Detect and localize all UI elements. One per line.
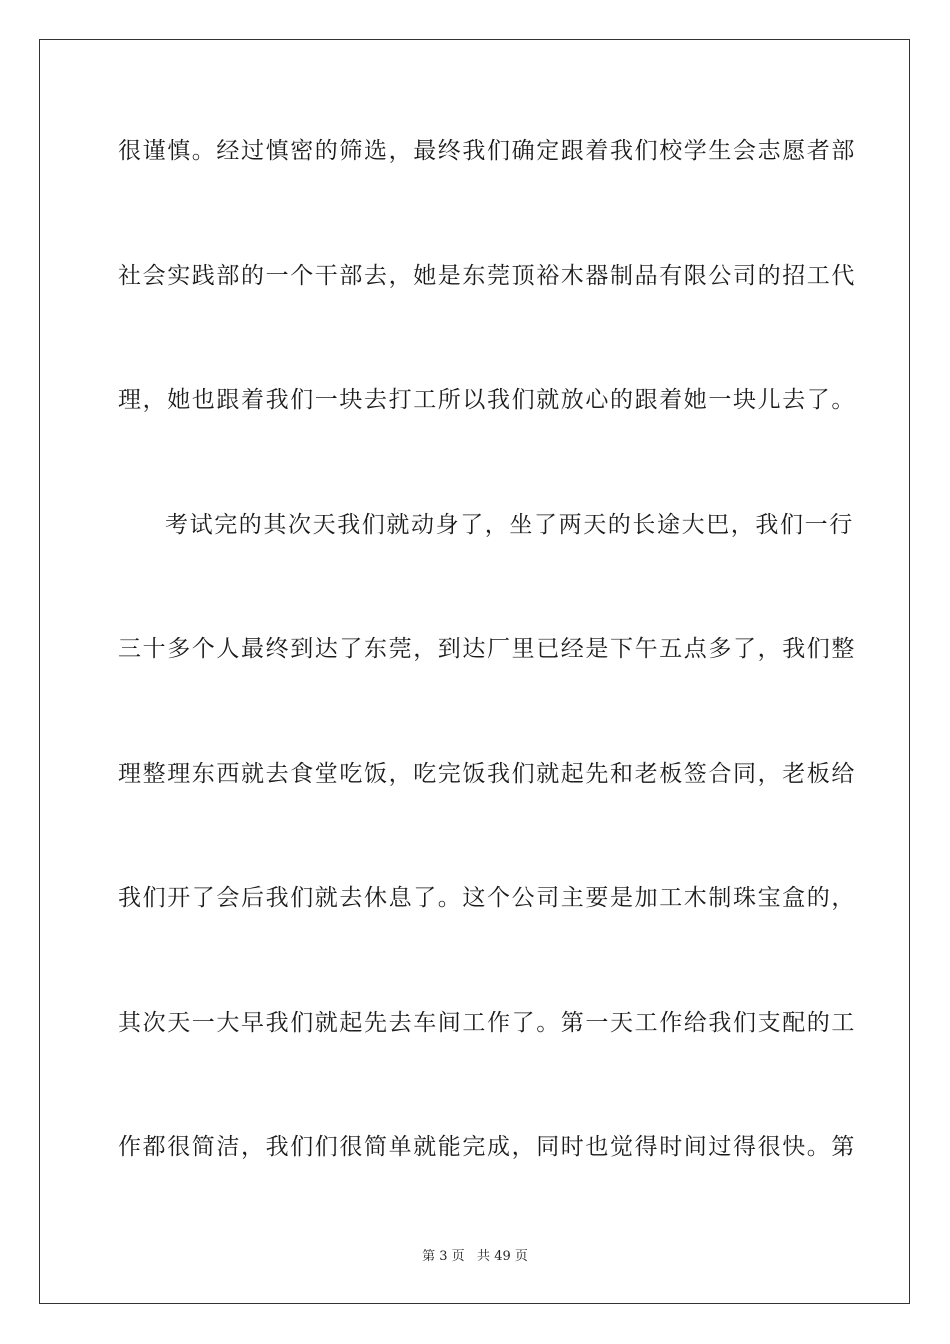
page-number-footer: 第 3 页 共 49 页 <box>422 1249 528 1264</box>
text-line-3: 理，她也跟着我们一块去打工所以我们就放心的跟着她一块儿去了。 <box>118 387 856 413</box>
text-line-6: 理整理东西就去食堂吃饭，吃完饭我们就起先和老板签合同，老板给 <box>118 761 856 787</box>
text-line-4-paragraph-start: 考试完的其次天我们就动身了，坐了两天的长途大巴，我们一行 <box>165 512 854 538</box>
text-line-2: 社会实践部的一个干部去，她是东莞顶裕木器制品有限公司的招工代 <box>118 263 856 289</box>
page-border <box>39 39 910 1304</box>
text-line-1: 很谨慎。经过慎密的筛选，最终我们确定跟着我们校学生会志愿者部 <box>118 138 856 164</box>
text-line-7: 我们开了会后我们就去休息了。这个公司主要是加工木制珠宝盒的， <box>118 885 856 911</box>
text-line-8: 其次天一大早我们就起先去车间工作了。第一天工作给我们支配的工 <box>118 1010 856 1036</box>
text-line-5: 三十多个人最终到达了东莞，到达厂里已经是下午五点多了，我们整 <box>118 636 856 662</box>
text-line-9: 作都很简洁，我们们很简单就能完成，同时也觉得时间过得很快。第 <box>118 1134 856 1160</box>
